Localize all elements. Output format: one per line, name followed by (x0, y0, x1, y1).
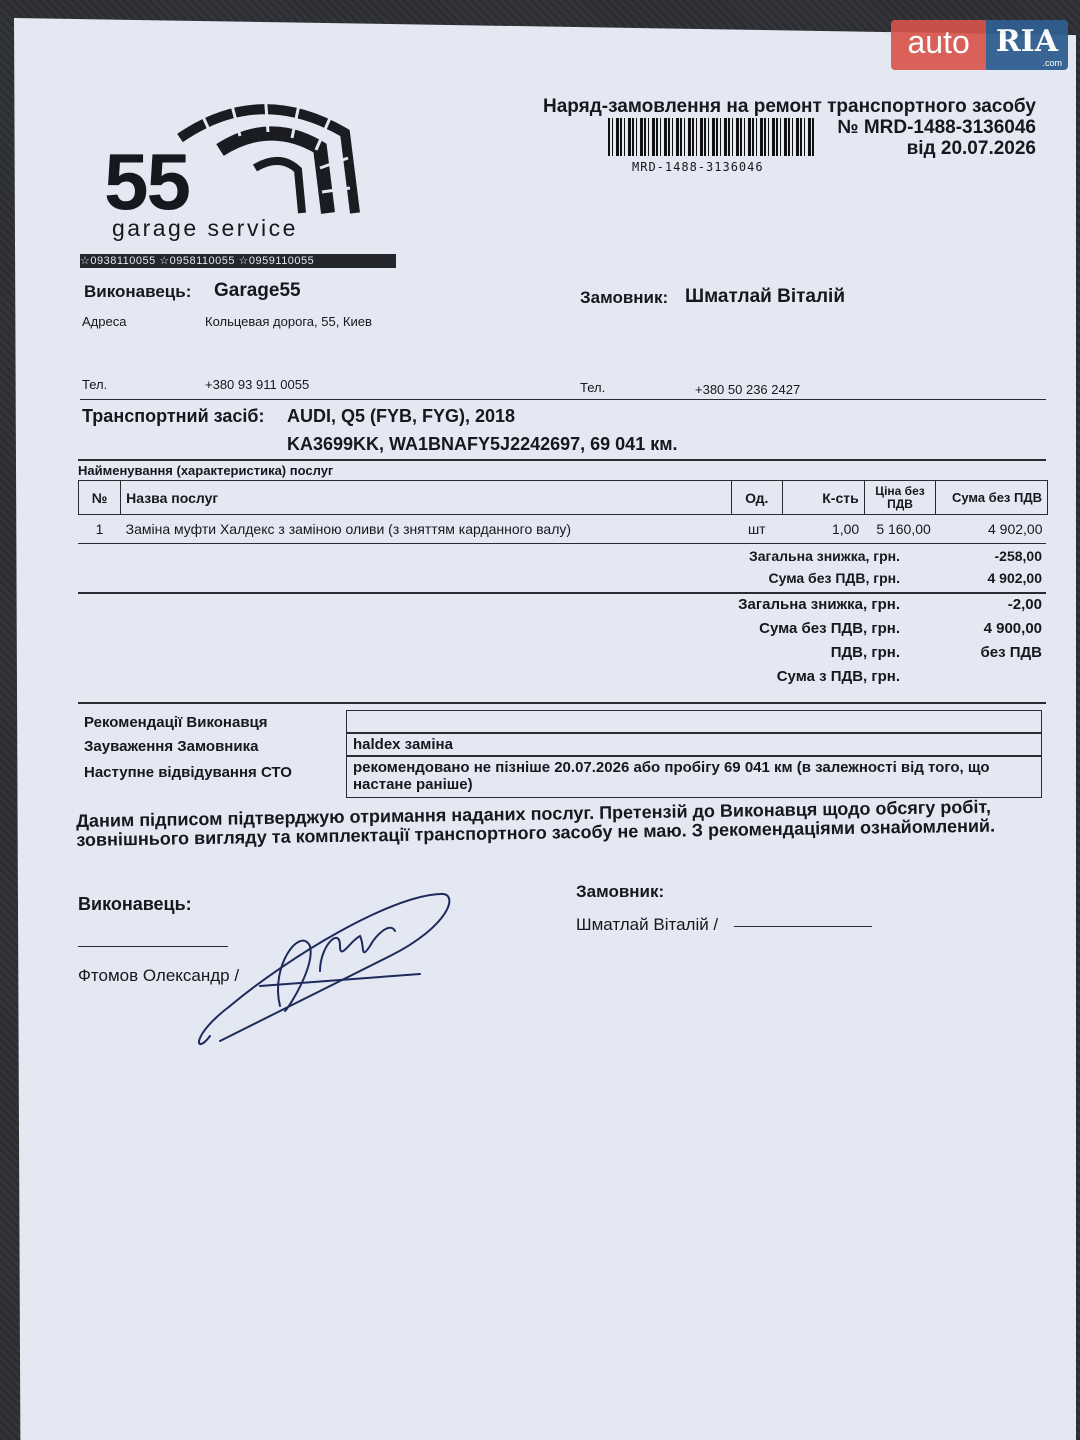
barcode (608, 118, 816, 156)
divider (78, 702, 1046, 704)
total-discount-label: Загальна знижка, грн. (738, 596, 900, 613)
total-with-vat-value (900, 668, 1042, 685)
subtotal-sum-label: Сума без ПДВ, грн. (768, 570, 900, 586)
services-section-title: Найменування (характеристика) послуг (78, 463, 334, 478)
sig-exec-name: Фтомов Олександр / (78, 966, 240, 985)
total-vat-value: без ПДВ (980, 644, 1042, 661)
document-number: № MRD-1488-3136046 (837, 117, 1036, 138)
tire-icon (170, 88, 370, 218)
services-table (78, 480, 1048, 543)
total-sum-label: Сума без ПДВ, грн. (759, 620, 900, 637)
vehicle-model: AUDI, Q5 (FYB, FYG), 2018 (287, 406, 516, 426)
divider (78, 543, 1046, 544)
row-price: 5 160,00 (876, 521, 931, 537)
subtotal-sum-value: 4 902,00 (987, 570, 1042, 586)
sig-cust-label: Замовник: (576, 882, 665, 901)
document-date: від 20.07.2026 (906, 138, 1036, 159)
row-name: Заміна муфти Халдекс з заміною оливи (з зняттям карданного валу) (125, 521, 572, 537)
col-num: № (79, 481, 121, 515)
barcode-text: MRD-1488-3136046 (632, 160, 764, 174)
confirmation-text: Даним підписом підтверджую отримання наданих послуг. Претензій до Виконавця щодо обсягу робіт, зовнішнього вигляду та комплектації транспортного засобу не маю. З рекомендаціями ознайомлений. (75, 796, 996, 850)
subtotal-discount-value: -258,00 (994, 548, 1042, 564)
watermark-auto: auto (891, 20, 985, 70)
col-sum: Сума без ПДВ (936, 481, 1048, 515)
rec-cust-label: Зауваження Замовника (84, 738, 259, 755)
col-price: Ціна без ПДВ (864, 481, 936, 515)
logo-number: 55 (104, 137, 189, 226)
row-sum: 4 902,00 (988, 521, 1043, 537)
row-unit: шт (747, 521, 766, 537)
executor-phone: +380 93 911 0055 (205, 377, 310, 392)
customer-phone: +380 50 236 2427 (695, 382, 801, 397)
total-discount-value: -2,00 (1007, 596, 1042, 613)
row-qty: 1,00 (831, 521, 860, 537)
divider (80, 399, 1046, 400)
garage55-logo (100, 88, 400, 253)
executor-address: Кольцевая дорога, 55, Киев (205, 314, 372, 329)
customer-label: Замовник: (580, 288, 669, 307)
customer-name: Шматлай Віталій (685, 286, 846, 307)
col-unit: Од. (732, 481, 783, 515)
logo-tagline: garage service (112, 215, 298, 241)
executor-name: Garage55 (214, 280, 301, 301)
rec-exec-label: Рекомендації Виконавця (84, 714, 268, 731)
rec-next-label: Наступне відвідування СТО (84, 764, 292, 781)
logo-phones: ☆0938110055 ☆0958110055 ☆0959110055 (80, 254, 396, 268)
vehicle-label: Транспортний засіб: (82, 406, 265, 426)
row-num: 1 (95, 521, 104, 537)
col-name: Назва послуг (121, 481, 732, 515)
divider (78, 459, 1046, 461)
rec-cust-value: haldex заміна (346, 733, 1042, 756)
table-row (79, 515, 1048, 544)
watermark-ria: RIA .com (986, 20, 1068, 70)
executor-address-label: Адреса (82, 314, 127, 329)
sig-cust-line (734, 926, 872, 927)
executor-label: Виконавець: (84, 282, 192, 301)
handwritten-signature-icon (190, 886, 460, 1056)
sig-cust-name: Шматлай Віталій / (576, 915, 719, 934)
total-sum-value: 4 900,00 (983, 620, 1042, 637)
divider (78, 592, 1046, 594)
executor-phone-label: Тел. (82, 377, 108, 392)
rec-exec-value (346, 710, 1042, 733)
total-vat-label: ПДВ, грн. (830, 644, 900, 661)
subtotal-discount-label: Загальна знижка, грн. (748, 548, 900, 564)
vehicle-plate-vin: KA3699KK, WA1BNAFY5J2242697, 69 041 км. (287, 434, 678, 454)
total-with-vat-label: Сума з ПДВ, грн. (776, 668, 900, 685)
document-title: Наряд-замовлення на ремонт транспортного засобу (542, 96, 1036, 117)
col-qty: К-сть (782, 481, 864, 515)
autoria-watermark (891, 20, 1068, 74)
sig-exec-label: Виконавець: (78, 894, 192, 914)
customer-phone-label: Тел. (580, 380, 606, 395)
rec-next-value: рекомендовано не пізніше 20.07.2026 або пробігу 69 041 км (в залежності від того, що настане раніше) (346, 756, 1042, 798)
